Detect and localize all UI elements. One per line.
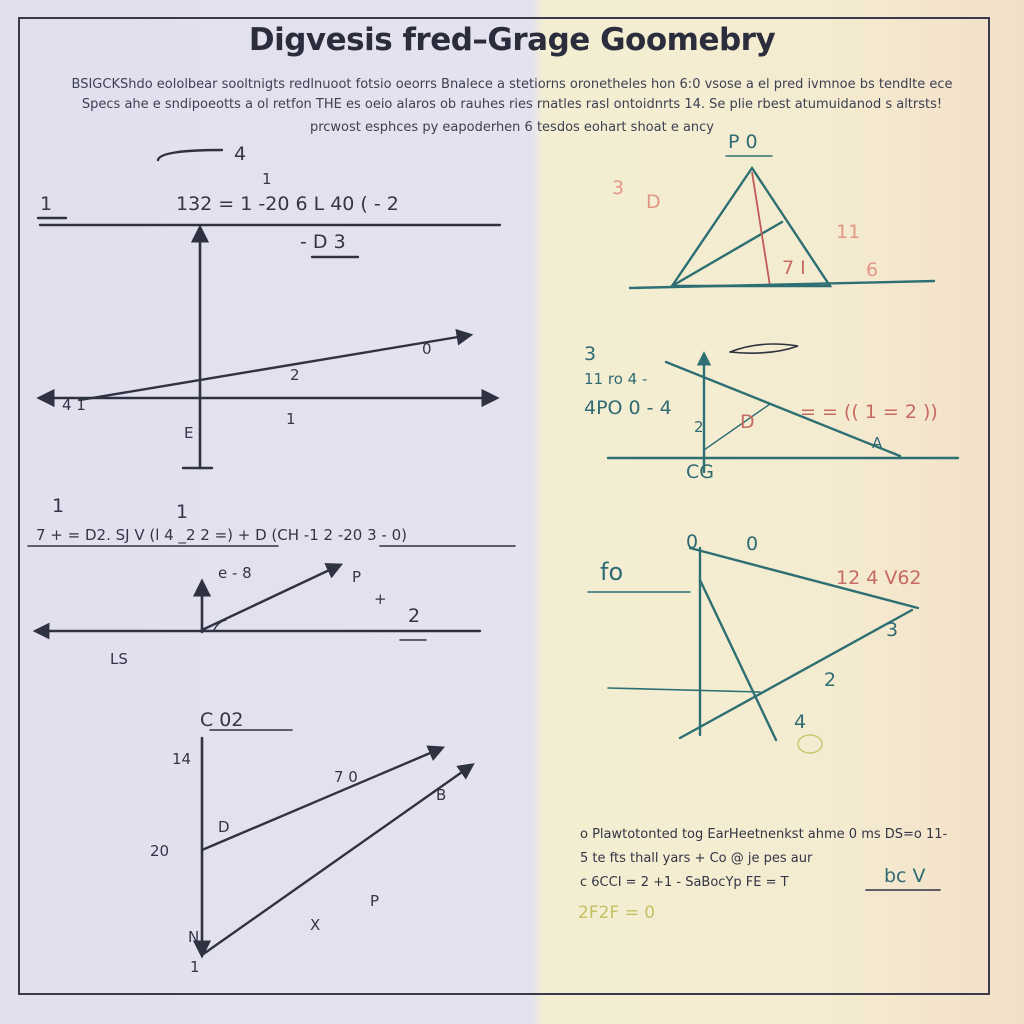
r3-small-circle [798, 735, 822, 753]
r3-base-tick [608, 688, 760, 692]
label-20: 20 [150, 842, 170, 860]
d1-sub: - D 3 [300, 231, 346, 253]
left-diagram-2 [28, 495, 515, 668]
label-14: 14 [172, 750, 192, 768]
r2-line-b: 4PO 0 - 4 [584, 397, 672, 419]
r2-label-a: A [872, 434, 883, 452]
note-line-3: c 6CCI = 2 +1 - SaBocYp FE = T [580, 875, 789, 890]
label-n: N [188, 928, 200, 946]
top-scribble [158, 150, 222, 160]
label-mid: e - 8 [218, 564, 252, 582]
label-p: P [352, 568, 362, 586]
r3-label-q: 4 [794, 711, 807, 733]
d2-formula: 7 + = D2. SJ V (l 4 _2 2 =) + D (CH -1 2 -20 3 - 0) [36, 526, 407, 544]
label-1b: 1 [190, 958, 200, 976]
r3-label-2: 2 [824, 669, 837, 691]
r2-label-2: 2 [694, 418, 704, 436]
label-p3: P [370, 892, 380, 910]
label-0: 0 [422, 340, 432, 358]
r3-formula: 12 4 V62 [836, 567, 922, 589]
label-x: X [310, 916, 321, 934]
r3-label-o2: 0 [746, 533, 759, 555]
d3-header: C 02 [200, 709, 244, 731]
intro-line-2: Specs ahe e sndipoeotts a ol retfon THE es oeio alaros ob rauhes ries rnatles rasl ontoidnrts 14. Se plie rbest atumuidanod s altrsts! [81, 97, 943, 112]
note-line-2: 5 te fts thall yars + Co @ je pes aur [580, 851, 813, 866]
slanted-line [80, 335, 470, 400]
top-small-mark: 1 [262, 170, 272, 188]
r1-label-3: 3 [612, 177, 625, 199]
note-line-1: o Plawtotonted tog EarHeetnenkst ahme 0 ms DS=o 11- [580, 827, 948, 842]
label-2b: 2 [408, 605, 421, 627]
intro-line-3: prcwost esphces py eapoderhen 6 tesdos eohart shoat e ancy [309, 120, 715, 135]
right-diagram-3 [588, 531, 922, 753]
label-ls: LS [110, 650, 128, 668]
r1-label-r: 7 I [782, 257, 806, 279]
label-2: 2 [290, 366, 300, 384]
r1-label-11: 11 [836, 221, 861, 243]
d1-formula: 132 = 1 -20 6 L 40 ( - 2 [176, 193, 399, 215]
r3-diagonal [700, 580, 776, 740]
d3-upper-ray [202, 748, 442, 850]
r2-label-d: D [740, 411, 755, 433]
r2-inner-line [704, 404, 770, 450]
label-b: B [436, 786, 447, 804]
left-diagram-1 [38, 143, 500, 468]
r2-label-cg: CG [686, 461, 714, 483]
label-1: 1 [286, 410, 296, 428]
note-bc: bc V [884, 865, 926, 887]
mark-b: 1 [176, 501, 189, 523]
right-notes [578, 827, 948, 923]
label-e: E [184, 424, 194, 442]
label-d: D [218, 818, 230, 836]
right-diagram-1 [612, 131, 934, 288]
r2-label-3: 3 [584, 343, 597, 365]
r3-label-o: 0 [686, 531, 699, 553]
r2-line-a: 11 ro 4 - [584, 370, 648, 388]
label-7o: 7 0 [334, 768, 358, 786]
right-diagram-2 [584, 343, 958, 483]
mark-a: 1 [52, 495, 65, 517]
r3-label-fo: fo [600, 558, 624, 586]
r1-label-6: 6 [866, 259, 879, 281]
page-title: Digvesis fred–Grage Goomebry [248, 22, 776, 58]
r2-scribble [730, 344, 798, 353]
r1-label-d: D [646, 191, 661, 213]
r2-formula: = = (( 1 = 2 )) [800, 401, 938, 423]
r1-top: P 0 [728, 131, 758, 153]
left-diagram-3 [150, 709, 472, 976]
r3-label-3: 3 [886, 619, 899, 641]
plus-sign: + [374, 590, 387, 608]
label-origin: 4 1 [62, 396, 86, 414]
triangle [672, 168, 830, 286]
note-faded: 2F2F = 0 [578, 903, 656, 923]
top-mark: 4 [234, 143, 247, 165]
left-mark: 1 [40, 193, 53, 215]
intro-line-1: BSIGCKShdo eololbear sooltnigts redlnuoot fotsio oeorrs Bnalece a stetiorns oronetheles hon 6:0 vsose a el pred ivmnoe bs tendlte ece [71, 77, 953, 92]
